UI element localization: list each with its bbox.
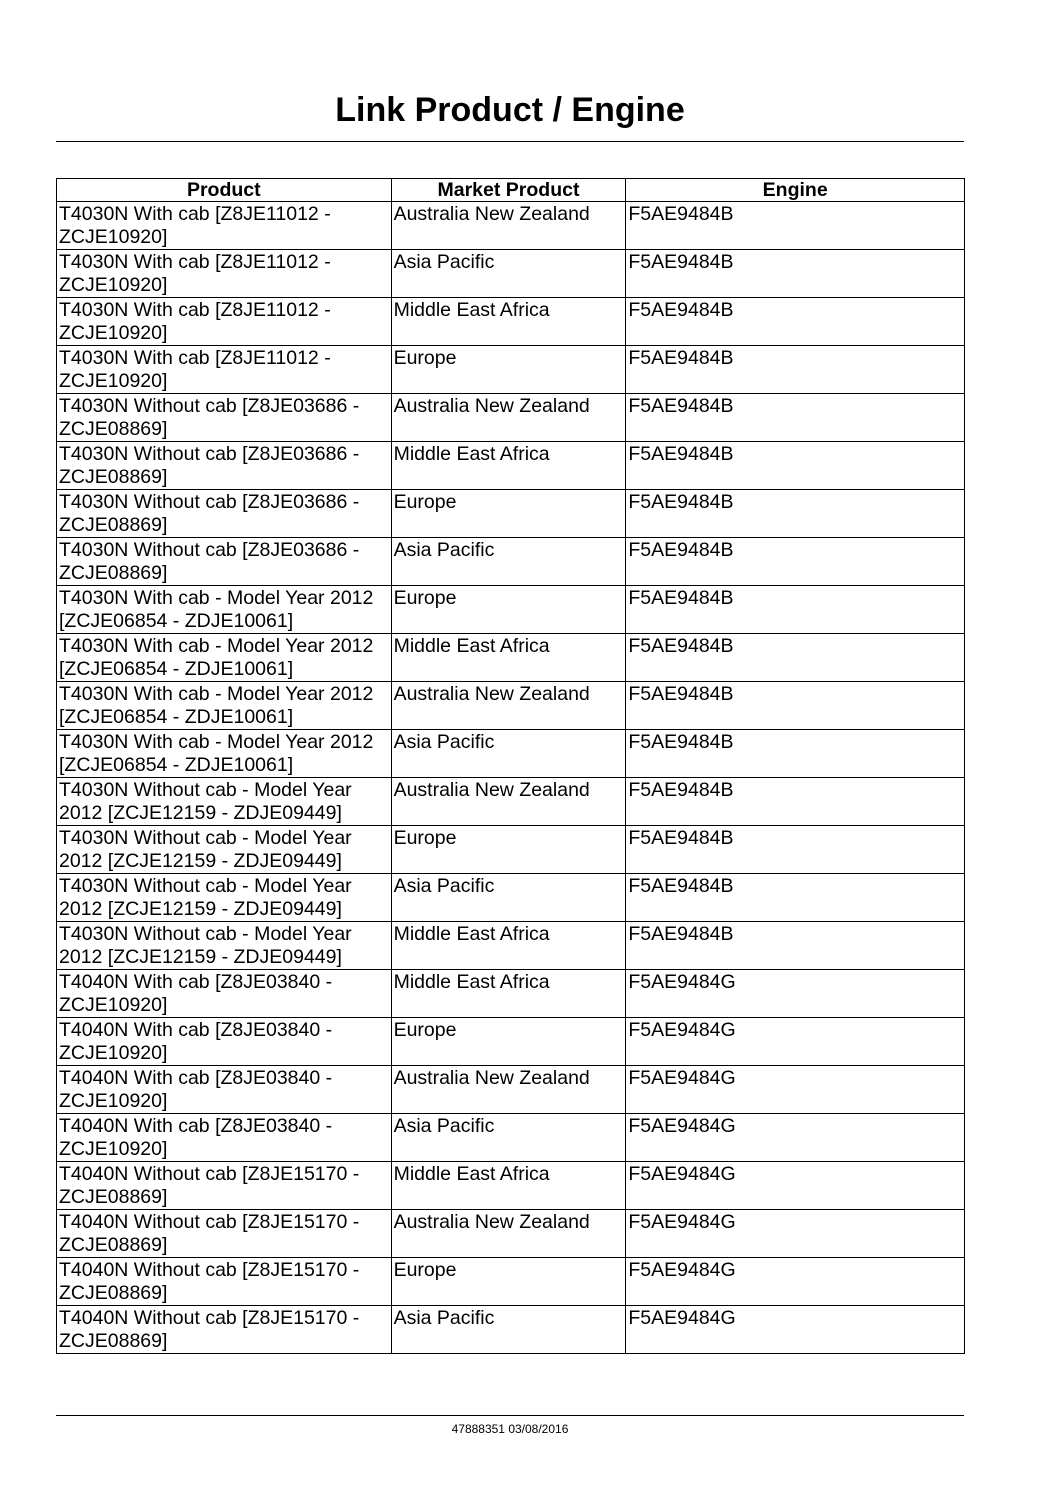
- engine-cell: F5AE9484B: [626, 394, 965, 442]
- market-product-cell: Australia New Zealand: [391, 202, 626, 250]
- engine-cell: F5AE9484G: [626, 1114, 965, 1162]
- market-product-cell: Europe: [391, 1258, 626, 1306]
- table-row: [57, 1258, 965, 1306]
- engine-cell: F5AE9484G: [626, 1210, 965, 1258]
- table-row: [57, 586, 965, 634]
- table-row: [57, 1114, 965, 1162]
- market-product-cell: Australia New Zealand: [391, 778, 626, 826]
- engine-cell: F5AE9484B: [626, 346, 965, 394]
- product-cell: T4040N With cab [Z8JE03840 - ZCJE10920]: [57, 1018, 392, 1066]
- engine-cell: F5AE9484B: [626, 298, 965, 346]
- column-header-product: Product: [57, 179, 392, 202]
- product-cell: T4040N Without cab [Z8JE15170 - ZCJE08869]: [57, 1258, 392, 1306]
- product-cell: T4030N With cab [Z8JE11012 - ZCJE10920]: [57, 298, 392, 346]
- market-product-cell: Australia New Zealand: [391, 1210, 626, 1258]
- market-product-cell: Middle East Africa: [391, 442, 626, 490]
- engine-cell: F5AE9484G: [626, 970, 965, 1018]
- table-row: [57, 1210, 965, 1258]
- engine-cell: F5AE9484B: [626, 538, 965, 586]
- table-row: [57, 778, 965, 826]
- engine-cell: F5AE9484G: [626, 1066, 965, 1114]
- column-header-engine: Engine: [626, 179, 965, 202]
- engine-cell: F5AE9484G: [626, 1306, 965, 1354]
- table-row: [57, 922, 965, 970]
- engine-cell: F5AE9484B: [626, 826, 965, 874]
- table-row: [57, 538, 965, 586]
- market-product-cell: Asia Pacific: [391, 1306, 626, 1354]
- engine-cell: F5AE9484B: [626, 778, 965, 826]
- engine-cell: F5AE9484G: [626, 1018, 965, 1066]
- table-body: [57, 202, 965, 1354]
- link-product-engine-table: [56, 178, 965, 1354]
- table-row: [57, 346, 965, 394]
- table-row: [57, 1162, 965, 1210]
- engine-cell: F5AE9484B: [626, 874, 965, 922]
- table-row: [57, 490, 965, 538]
- market-product-cell: Middle East Africa: [391, 922, 626, 970]
- table-row: [57, 970, 965, 1018]
- product-cell: T4030N Without cab [Z8JE03686 - ZCJE08869]: [57, 490, 392, 538]
- product-cell: T4030N Without cab - Model Year 2012 [ZCJE12159 - ZDJE09449]: [57, 778, 392, 826]
- product-cell: T4030N Without cab - Model Year 2012 [ZCJE12159 - ZDJE09449]: [57, 874, 392, 922]
- market-product-cell: Asia Pacific: [391, 730, 626, 778]
- market-product-cell: Australia New Zealand: [391, 394, 626, 442]
- table-row: [57, 202, 965, 250]
- engine-cell: F5AE9484B: [626, 442, 965, 490]
- product-cell: T4040N Without cab [Z8JE15170 - ZCJE08869]: [57, 1162, 392, 1210]
- product-cell: T4040N Without cab [Z8JE15170 - ZCJE08869]: [57, 1306, 392, 1354]
- market-product-cell: Asia Pacific: [391, 538, 626, 586]
- product-cell: T4030N With cab [Z8JE11012 - ZCJE10920]: [57, 202, 392, 250]
- engine-cell: F5AE9484G: [626, 1162, 965, 1210]
- market-product-cell: Asia Pacific: [391, 1114, 626, 1162]
- market-product-cell: Europe: [391, 490, 626, 538]
- product-cell: T4040N With cab [Z8JE03840 - ZCJE10920]: [57, 1066, 392, 1114]
- table-header-row: [57, 179, 965, 202]
- engine-cell: F5AE9484B: [626, 730, 965, 778]
- table-row: [57, 298, 965, 346]
- column-header-market-product: Market Product: [391, 179, 626, 202]
- market-product-cell: Middle East Africa: [391, 298, 626, 346]
- market-product-cell: Australia New Zealand: [391, 682, 626, 730]
- product-cell: T4030N Without cab [Z8JE03686 - ZCJE08869]: [57, 394, 392, 442]
- engine-cell: F5AE9484B: [626, 202, 965, 250]
- market-product-cell: Europe: [391, 1018, 626, 1066]
- table-row: [57, 394, 965, 442]
- engine-cell: F5AE9484B: [626, 634, 965, 682]
- table-row: [57, 874, 965, 922]
- engine-cell: F5AE9484B: [626, 250, 965, 298]
- product-cell: T4040N With cab [Z8JE03840 - ZCJE10920]: [57, 970, 392, 1018]
- product-cell: T4030N Without cab [Z8JE03686 - ZCJE08869]: [57, 538, 392, 586]
- product-cell: T4030N With cab [Z8JE11012 - ZCJE10920]: [57, 346, 392, 394]
- page-title: Link Product / Engine: [335, 91, 685, 129]
- market-product-cell: Asia Pacific: [391, 250, 626, 298]
- product-cell: T4040N With cab [Z8JE03840 - ZCJE10920]: [57, 1114, 392, 1162]
- market-product-cell: Middle East Africa: [391, 1162, 626, 1210]
- market-product-cell: Europe: [391, 826, 626, 874]
- product-cell: T4030N With cab - Model Year 2012 [ZCJE06854 - ZDJE10061]: [57, 682, 392, 730]
- table-row: [57, 250, 965, 298]
- table-row: [57, 1306, 965, 1354]
- engine-cell: F5AE9484B: [626, 490, 965, 538]
- table-row: [57, 682, 965, 730]
- table-row: [57, 1066, 965, 1114]
- market-product-cell: Europe: [391, 346, 626, 394]
- table-row: [57, 634, 965, 682]
- title-divider: [56, 141, 964, 142]
- engine-cell: F5AE9484B: [626, 682, 965, 730]
- product-cell: T4030N With cab - Model Year 2012 [ZCJE06854 - ZDJE10061]: [57, 634, 392, 682]
- market-product-cell: Middle East Africa: [391, 970, 626, 1018]
- market-product-cell: Australia New Zealand: [391, 1066, 626, 1114]
- engine-cell: F5AE9484B: [626, 922, 965, 970]
- market-product-cell: Europe: [391, 586, 626, 634]
- table-row: [57, 442, 965, 490]
- market-product-cell: Asia Pacific: [391, 874, 626, 922]
- product-cell: T4030N Without cab - Model Year 2012 [ZCJE12159 - ZDJE09449]: [57, 922, 392, 970]
- table-row: [57, 826, 965, 874]
- footer-divider: [56, 1415, 964, 1416]
- product-cell: T4030N With cab - Model Year 2012 [ZCJE06854 - ZDJE10061]: [57, 730, 392, 778]
- engine-cell: F5AE9484G: [626, 1258, 965, 1306]
- footer-document-id: 47888351 03/08/2016: [451, 1422, 569, 1436]
- product-cell: T4030N With cab - Model Year 2012 [ZCJE06854 - ZDJE10061]: [57, 586, 392, 634]
- product-cell: T4030N Without cab - Model Year 2012 [ZCJE12159 - ZDJE09449]: [57, 826, 392, 874]
- market-product-cell: Middle East Africa: [391, 634, 626, 682]
- product-cell: T4030N Without cab [Z8JE03686 - ZCJE08869]: [57, 442, 392, 490]
- table-row: [57, 1018, 965, 1066]
- table-row: [57, 730, 965, 778]
- engine-cell: F5AE9484B: [626, 586, 965, 634]
- product-cell: T4040N Without cab [Z8JE15170 - ZCJE08869]: [57, 1210, 392, 1258]
- product-cell: T4030N With cab [Z8JE11012 - ZCJE10920]: [57, 250, 392, 298]
